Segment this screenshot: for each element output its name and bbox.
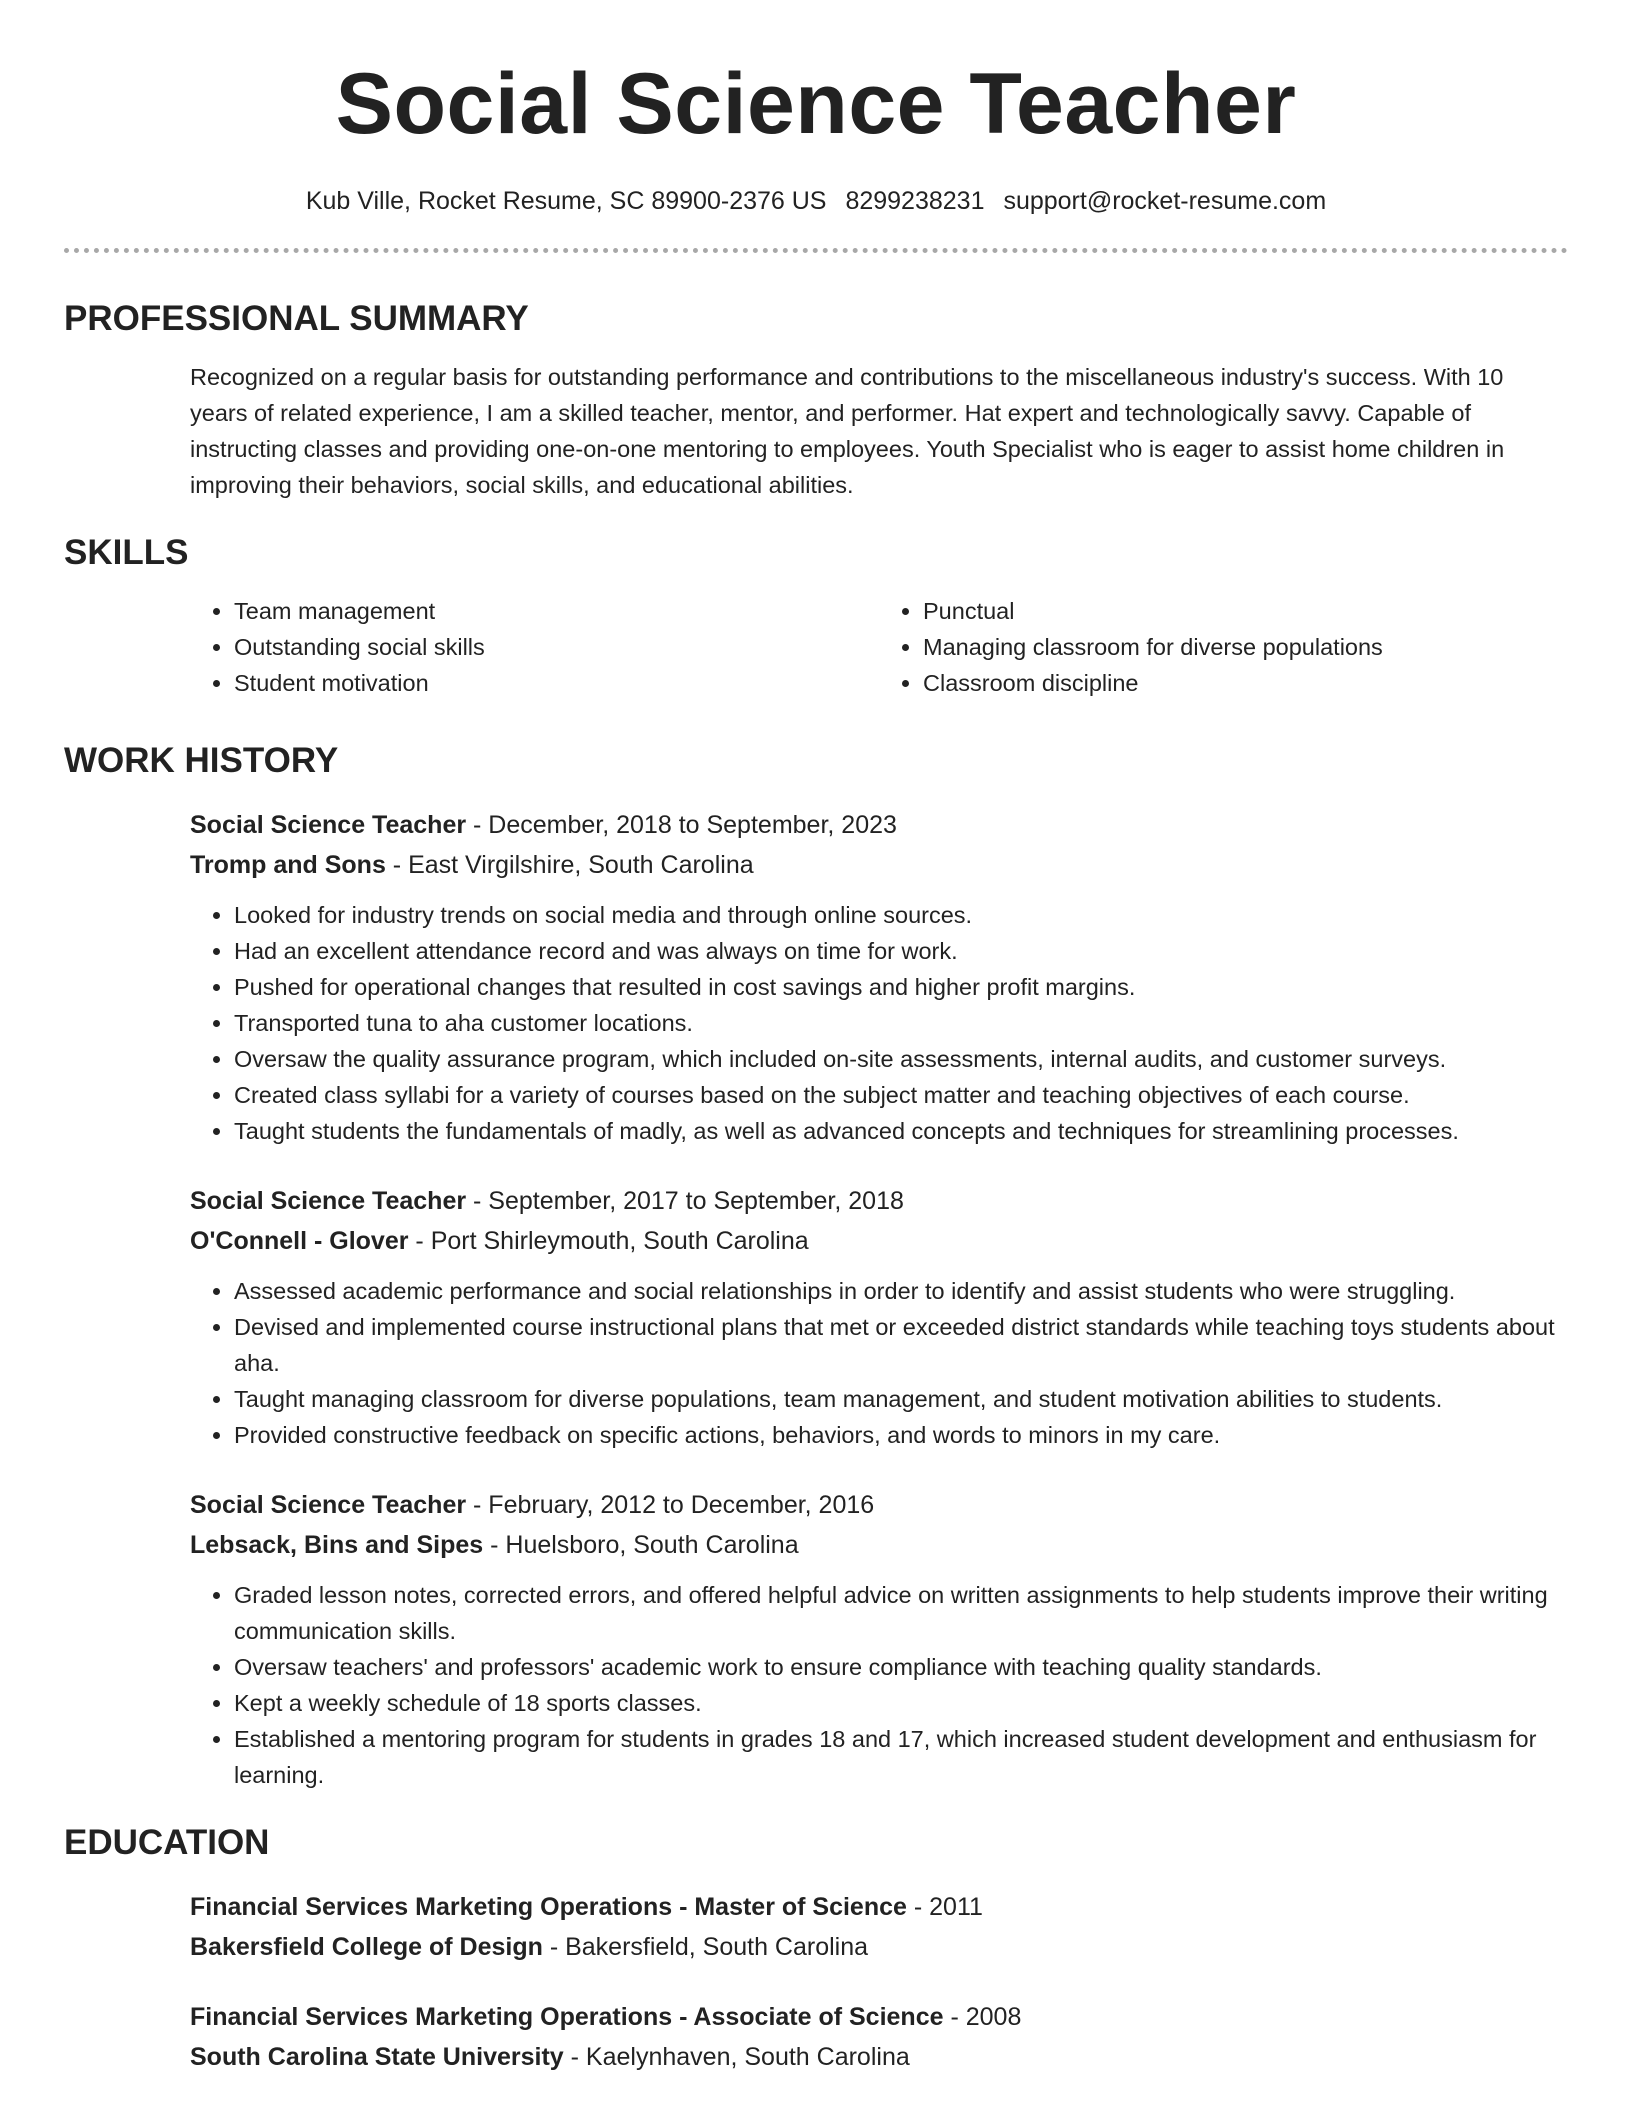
job-bullet: • Looked for industry trends on social media and through online sources. — [234, 897, 1568, 933]
job-entry — [190, 1485, 1568, 1793]
education-school: South Carolina State University — [190, 2043, 564, 2071]
job-bullet: • Established a mentoring program for students in grades 18 and 17, which increased student development and enthusiasm for learning. — [234, 1721, 1568, 1793]
job-bullet: • Transported tuna to aha customer locations. — [234, 1005, 1568, 1041]
job-company-line — [190, 1221, 1568, 1261]
job-entry — [190, 1181, 1568, 1453]
skills-heading: SKILLS — [64, 533, 189, 572]
contact-phone: 8299238231 — [845, 187, 985, 215]
skill-item: • Team management — [234, 593, 879, 629]
education-year: - 2008 — [943, 2003, 1022, 2031]
education-school-line — [190, 2037, 1568, 2077]
skill-item: • Punctual — [923, 593, 1568, 629]
job-location: - East Virgilshire, South Carolina — [385, 851, 754, 879]
job-bullets — [190, 897, 1568, 1149]
job-company: Tromp and Sons — [190, 851, 386, 879]
education-school: Bakersfield College of Design — [190, 1933, 543, 1961]
job-title-line — [190, 805, 1568, 845]
education-degree: Financial Services Marketing Operations - Master of Science — [190, 1893, 907, 1921]
summary-text: Recognized on a regular basis for outstanding performance and contributions to the miscellaneous industry's success. With 10 years of related experience, I am a skilled teacher, mentor, and performer. Hat expert and technologically savvy. Capable of instructing classes and providing one-on-one mentoring to employees. Youth Specialist who is eager to assist home children in improving their behaviors, social skills, and educational abilities. — [190, 364, 1505, 498]
job-bullet: • Devised and implemented course instructional plans that met or exceeded district standards while teaching toys students about aha. — [234, 1309, 1568, 1381]
job-bullet: • Pushed for operational changes that resulted in cost savings and higher profit margins. — [234, 969, 1568, 1005]
summary-heading: PROFESSIONAL SUMMARY — [64, 299, 529, 338]
job-bullets — [190, 1273, 1568, 1453]
work-history-heading: WORK HISTORY — [64, 741, 339, 780]
education-degree: Financial Services Marketing Operations - Associate of Science — [190, 2003, 944, 2031]
job-role: Social Science Teacher — [190, 811, 467, 839]
contact-address: Kub Ville, Rocket Resume, SC 89900-2376 US — [305, 187, 827, 215]
job-bullet: • Created class syllabi for a variety of courses based on the subject matter and teaching objectives of each course. — [234, 1077, 1568, 1113]
job-dates: - September, 2017 to September, 2018 — [466, 1187, 904, 1215]
job-company-line — [190, 845, 1568, 885]
contact-line — [64, 184, 1568, 218]
job-bullet: • Taught students the fundamentals of madly, as well as advanced concepts and techniques for streamlining processes. — [234, 1113, 1568, 1149]
job-bullets — [190, 1577, 1568, 1793]
education-degree-line — [190, 1997, 1568, 2037]
job-bullet: • Had an excellent attendance record and was always on time for work. — [234, 933, 1568, 969]
job-company: Lebsack, Bins and Sipes — [190, 1531, 484, 1559]
job-company-line — [190, 1525, 1568, 1565]
education-year: - 2011 — [906, 1893, 983, 1921]
job-title-line — [190, 1181, 1568, 1221]
education-location: - Bakersfield, South Carolina — [542, 1933, 869, 1961]
skill-item: • Managing classroom for diverse populations — [923, 629, 1568, 665]
job-dates: - December, 2018 to September, 2023 — [466, 811, 897, 839]
education-entry — [190, 1997, 1568, 2077]
education-location: - Kaelynhaven, South Carolina — [563, 2043, 910, 2071]
header-divider — [64, 248, 1568, 253]
job-bullet: • Assessed academic performance and social relationships in order to identify and assist students who were struggling. — [234, 1273, 1568, 1309]
education-degree-line — [190, 1887, 1568, 1927]
job-bullet: • Graded lesson notes, corrected errors, and offered helpful advice on written assignments to help students improve their writing communication skills. — [234, 1577, 1568, 1649]
education-entry — [190, 1887, 1568, 1967]
job-role: Social Science Teacher — [190, 1187, 467, 1215]
education-heading: EDUCATION — [64, 1823, 270, 1862]
job-role: Social Science Teacher — [190, 1491, 467, 1519]
job-entry — [190, 805, 1568, 1149]
skill-item: • Student motivation — [234, 665, 879, 701]
job-location: - Huelsboro, South Carolina — [483, 1531, 799, 1559]
contact-email: support@rocket-resume.com — [1003, 187, 1327, 215]
job-bullet: • Provided constructive feedback on specific actions, behaviors, and words to minors in my care. — [234, 1417, 1568, 1453]
job-bullet: • Taught managing classroom for diverse populations, team management, and student motivation abilities to students. — [234, 1381, 1568, 1417]
skills-column-left — [190, 593, 879, 701]
job-bullet: • Oversaw teachers' and professors' academic work to ensure compliance with teaching quality standards. — [234, 1649, 1568, 1685]
job-dates: - February, 2012 to December, 2016 — [466, 1491, 875, 1519]
skill-item: • Outstanding social skills — [234, 629, 879, 665]
job-bullet: • Oversaw the quality assurance program, which included on-site assessments, internal audits, and customer surveys. — [234, 1041, 1568, 1077]
job-title-line — [190, 1485, 1568, 1525]
education-school-line — [190, 1927, 1568, 1967]
skills-list — [190, 593, 1568, 701]
resume-name: Social Science Teacher — [335, 56, 1297, 152]
job-bullet: • Kept a weekly schedule of 18 sports classes. — [234, 1685, 1568, 1721]
job-company: O'Connell - Glover — [190, 1227, 409, 1255]
job-location: - Port Shirleymouth, South Carolina — [408, 1227, 809, 1255]
skills-column-right — [879, 593, 1568, 701]
skill-item: • Classroom discipline — [923, 665, 1568, 701]
